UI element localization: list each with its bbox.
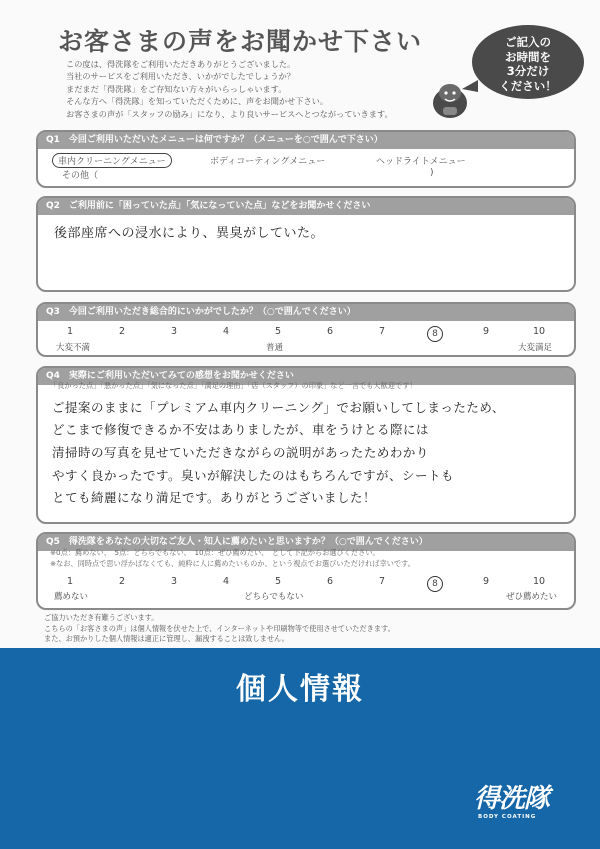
rating-7[interactable]: 7 — [378, 326, 386, 337]
mascot-icon — [429, 79, 471, 119]
answer-line: 清掃時の写真を見せていただきながらの説明があったためわかり — [52, 445, 429, 460]
rating-label-mid: 普通 — [266, 343, 284, 353]
rating-2[interactable]: 2 — [118, 326, 126, 337]
question-5-heading: Q5 得洗隊をあなたの大切なご友人・知人に薦めたいと思いますか？（○で囲んでください） — [38, 534, 574, 551]
question-3-heading: Q3 今回ご利用いただき総合的にいかがでしたか？（○で囲んでください） — [38, 304, 574, 321]
bubble-line: ください！ — [499, 78, 557, 93]
footer-line: こちらの「お客さまの声」は個人情報を伏せた上で、インターネットや印刷物等で使用させていただきます。 — [44, 623, 395, 633]
recommend-3[interactable]: 3 — [170, 576, 178, 587]
question-2-answer: 後部座席への浸水により、異臭がしていた。 — [54, 226, 325, 241]
answer-line: どこまで修復できるか不安はありましたが、車をうけとる際には — [52, 422, 430, 437]
recommend-label-high: ぜひ薦めたい — [506, 592, 558, 602]
question-2 — [36, 196, 576, 292]
footer-line: また、お預かりした個人情報は適正に管理し、漏洩することは致しません。 — [44, 634, 289, 643]
rating-10[interactable]: 10 — [532, 326, 546, 337]
recommend-4[interactable]: 4 — [222, 576, 230, 587]
intro-line: 当社のサービスをご利用いただき、いかがでしたでしょうか？ — [66, 71, 295, 82]
recommend-9[interactable]: 9 — [482, 576, 490, 587]
intro-line: お客さまの声が「スタッフの励み」になり、より良いサービスへとつながっていきます。 — [66, 108, 393, 119]
bubble-line: 3分だけ — [506, 64, 550, 78]
rating-6[interactable]: 6 — [326, 326, 334, 337]
rating-8-selected[interactable]: 8 — [427, 326, 443, 342]
rating-4[interactable]: 4 — [222, 326, 230, 337]
question-2-heading: Q2 ご利用前に「困っていた点」「気になっていた点」などをお聞かせください — [38, 198, 574, 215]
recommend-2[interactable]: 2 — [118, 576, 126, 587]
rating-3[interactable]: 3 — [170, 326, 178, 337]
bubble-line: お時間を — [505, 49, 551, 64]
privacy-banner-text: 個人情報 — [236, 672, 364, 707]
intro-line: この度は、得洗隊をご利用いただきありがとうございました。 — [66, 59, 296, 69]
footer-note — [44, 613, 395, 645]
recommend-scale — [38, 576, 574, 590]
rating-1[interactable]: 1 — [66, 326, 74, 337]
question-4-heading: Q4 実際にご利用いただいてみての感想をお聞かせください — [38, 368, 574, 385]
answer-line: とても綺麗になり満足です。ありがとうございました！ — [52, 490, 377, 505]
option-other[interactable]: その他（ — [62, 171, 99, 181]
question-5-subtext: ※なお、同時点で思い浮かばなくても、純粋に人に薦めたいものか、という視点でお選びいただければ幸いです。 — [50, 559, 415, 568]
question-1-heading: Q1 今回ご利用いただいたメニューは何ですか？（メニューを○で囲んで下さい） — [38, 132, 574, 149]
footer-line: ご協力いただき有難うございます。 — [44, 613, 159, 622]
rating-9[interactable]: 9 — [482, 326, 490, 337]
question-5 — [36, 532, 576, 610]
question-4-subtext: 「良かった点」「悪かった点」「気になった点」「満足の理由」「店（スタッフ）の印象」など一言でも大歓迎です！ — [50, 381, 417, 390]
recommend-label-mid: どちらでもない — [244, 592, 304, 602]
rating-scale — [38, 326, 574, 340]
answer-line: やすく良かったです。臭いが解決したのはもちろんですが、シートも — [52, 468, 455, 483]
question-5-subtext: ※0点：薦めない、 5点：どちらでもない、 10点：ぜひ薦めたい、 として下記からお選びください。 — [50, 548, 380, 557]
question-1 — [36, 130, 576, 188]
option-body-coating[interactable]: ボディコーティングメニュー — [210, 157, 326, 167]
answer-line: ご提案のままに「プレミアム車内クリーニング」でお願いしてしまったため、 — [52, 400, 505, 415]
recommend-10[interactable]: 10 — [532, 576, 546, 587]
option-headlight[interactable]: ヘッドライトメニュー — [376, 157, 466, 167]
recommend-label-low: 薦めない — [54, 592, 89, 602]
rating-5[interactable]: 5 — [274, 326, 282, 337]
brand-logo-sub: BODY COATING — [478, 814, 537, 820]
rating-label-high: 大変満足 — [518, 343, 553, 353]
recommend-7[interactable]: 7 — [378, 576, 386, 587]
brand-logo: 得洗隊 — [474, 784, 550, 814]
recommend-8-selected[interactable]: 8 — [427, 576, 443, 592]
question-3 — [36, 302, 576, 357]
option-interior-cleaning[interactable]: 車内クリーニングメニュー — [52, 153, 172, 168]
question-4 — [36, 366, 576, 524]
recommend-1[interactable]: 1 — [66, 576, 74, 587]
page-title: お客さまの声をお聞かせ下さい — [58, 27, 423, 56]
speech-bubble — [472, 25, 584, 99]
intro-text — [66, 58, 466, 120]
recommend-5[interactable]: 5 — [274, 576, 282, 587]
intro-line: そんな方へ「得洗隊」を知っていただくために、声をお聞かせ下さい。 — [66, 96, 329, 107]
bubble-line: ご記入の — [505, 35, 551, 49]
recommend-6[interactable]: 6 — [326, 576, 334, 587]
intro-line: まだまだ「得洗隊」をご存知ない方々がいらっしゃいます。 — [66, 83, 287, 94]
option-other-close: ) — [430, 168, 434, 178]
rating-label-low: 大変不満 — [56, 343, 91, 353]
